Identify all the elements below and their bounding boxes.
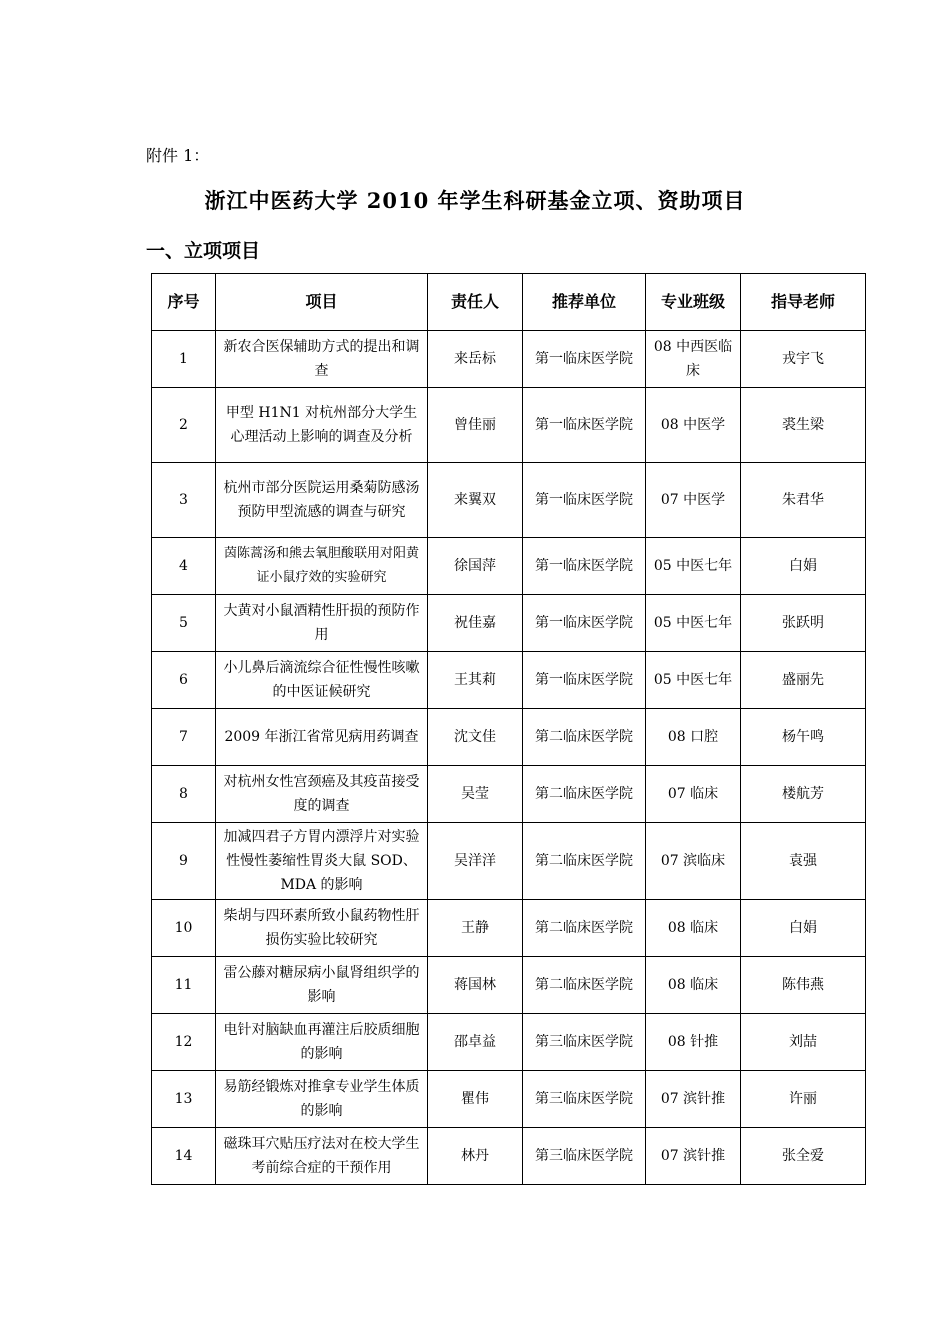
unit: 第二临床医学院 bbox=[523, 823, 646, 900]
header-project: 项目 bbox=[216, 274, 428, 331]
advisor: 张跃明 bbox=[741, 595, 866, 652]
class: 05 中医七年 bbox=[646, 652, 741, 709]
attachment-label: 附件 1： bbox=[146, 146, 210, 165]
unit: 第一临床医学院 bbox=[523, 652, 646, 709]
header-class: 专业班级 bbox=[646, 274, 741, 331]
unit: 第一临床医学院 bbox=[523, 463, 646, 538]
class: 07 中医学 bbox=[646, 463, 741, 538]
class: 08 中西医临床 bbox=[646, 331, 741, 388]
row-index: 7 bbox=[152, 709, 216, 766]
unit: 第二临床医学院 bbox=[523, 900, 646, 957]
table-row bbox=[152, 595, 866, 652]
unit: 第二临床医学院 bbox=[523, 709, 646, 766]
project-name: 易筋经锻炼对推拿专业学生体质的影响 bbox=[216, 1071, 428, 1128]
project-name: 雷公藤对糖尿病小鼠肾组织学的影响 bbox=[216, 957, 428, 1014]
table-row bbox=[152, 388, 866, 463]
header-index: 序号 bbox=[152, 274, 216, 331]
table-row bbox=[152, 463, 866, 538]
project-name: 杭州市部分医院运用桑菊防感汤预防甲型流感的调查与研究 bbox=[216, 463, 428, 538]
unit: 第二临床医学院 bbox=[523, 957, 646, 1014]
table-row bbox=[152, 652, 866, 709]
advisor: 朱君华 bbox=[741, 463, 866, 538]
project-name: 甲型 H1N1 对杭州部分大学生心理活动上影响的调查及分析 bbox=[216, 388, 428, 463]
table-row bbox=[152, 538, 866, 595]
project-name: 大黄对小鼠酒精性肝损的预防作用 bbox=[216, 595, 428, 652]
class: 07 滨临床 bbox=[646, 823, 741, 900]
class: 08 口腔 bbox=[646, 709, 741, 766]
header-advisor: 指导老师 bbox=[741, 274, 866, 331]
row-index: 6 bbox=[152, 652, 216, 709]
project-name: 电针对脑缺血再灌注后胶质细胞的影响 bbox=[216, 1014, 428, 1071]
row-index: 9 bbox=[152, 823, 216, 900]
project-name: 柴胡与四环素所致小鼠药物性肝损伤实验比较研究 bbox=[216, 900, 428, 957]
advisor: 张全爱 bbox=[741, 1128, 866, 1185]
advisor: 白娟 bbox=[741, 538, 866, 595]
project-name: 磁珠耳穴贴压疗法对在校大学生考前综合症的干预作用 bbox=[216, 1128, 428, 1185]
leader: 祝佳嘉 bbox=[428, 595, 523, 652]
table-header-row bbox=[152, 274, 866, 331]
advisor: 袁强 bbox=[741, 823, 866, 900]
project-name: 新农合医保辅助方式的提出和调查 bbox=[216, 331, 428, 388]
document-title: 浙江中医药大学 2010 年学生科研基金立项、资助项目 bbox=[204, 188, 746, 213]
table-row bbox=[152, 709, 866, 766]
row-index: 14 bbox=[152, 1128, 216, 1185]
section-heading: 一、立项项目 bbox=[146, 240, 261, 262]
unit: 第三临床医学院 bbox=[523, 1128, 646, 1185]
leader: 王其莉 bbox=[428, 652, 523, 709]
row-index: 2 bbox=[152, 388, 216, 463]
class: 08 临床 bbox=[646, 957, 741, 1014]
leader: 来翼双 bbox=[428, 463, 523, 538]
header-unit: 推荐单位 bbox=[523, 274, 646, 331]
advisor: 陈伟燕 bbox=[741, 957, 866, 1014]
class: 05 中医七年 bbox=[646, 595, 741, 652]
leader: 瞿伟 bbox=[428, 1071, 523, 1128]
project-name: 加减四君子方胃内漂浮片对实验性慢性萎缩性胃炎大鼠 SOD、MDA 的影响 bbox=[216, 823, 428, 900]
unit: 第三临床医学院 bbox=[523, 1071, 646, 1128]
project-name: 小儿鼻后滴流综合征性慢性咳嗽的中医证候研究 bbox=[216, 652, 428, 709]
class: 07 滨针推 bbox=[646, 1071, 741, 1128]
advisor: 刘喆 bbox=[741, 1014, 866, 1071]
row-index: 5 bbox=[152, 595, 216, 652]
advisor: 戎宇飞 bbox=[741, 331, 866, 388]
class: 08 中医学 bbox=[646, 388, 741, 463]
leader: 邵卓益 bbox=[428, 1014, 523, 1071]
advisor: 裘生梁 bbox=[741, 388, 866, 463]
advisor: 杨午鸣 bbox=[741, 709, 866, 766]
row-index: 1 bbox=[152, 331, 216, 388]
leader: 吴洋洋 bbox=[428, 823, 523, 900]
leader: 王静 bbox=[428, 900, 523, 957]
unit: 第二临床医学院 bbox=[523, 766, 646, 823]
leader: 来岳标 bbox=[428, 331, 523, 388]
leader: 吴莹 bbox=[428, 766, 523, 823]
row-index: 8 bbox=[152, 766, 216, 823]
unit: 第一临床医学院 bbox=[523, 595, 646, 652]
class: 07 临床 bbox=[646, 766, 741, 823]
leader: 林丹 bbox=[428, 1128, 523, 1185]
table-row bbox=[152, 766, 866, 823]
unit: 第三临床医学院 bbox=[523, 1014, 646, 1071]
row-index: 3 bbox=[152, 463, 216, 538]
table-row bbox=[152, 331, 866, 388]
projects-table bbox=[151, 273, 866, 1185]
row-index: 10 bbox=[152, 900, 216, 957]
advisor: 许丽 bbox=[741, 1071, 866, 1128]
leader: 徐国萍 bbox=[428, 538, 523, 595]
advisor: 楼航芳 bbox=[741, 766, 866, 823]
leader: 沈文佳 bbox=[428, 709, 523, 766]
advisor: 白娟 bbox=[741, 900, 866, 957]
row-index: 12 bbox=[152, 1014, 216, 1071]
row-index: 4 bbox=[152, 538, 216, 595]
class: 07 滨针推 bbox=[646, 1128, 741, 1185]
project-name: 对杭州女性宫颈癌及其疫苗接受度的调查 bbox=[216, 766, 428, 823]
table-row bbox=[152, 1128, 866, 1185]
class: 08 针推 bbox=[646, 1014, 741, 1071]
unit: 第一临床医学院 bbox=[523, 388, 646, 463]
unit: 第一临床医学院 bbox=[523, 331, 646, 388]
table-row bbox=[152, 1071, 866, 1128]
table-row bbox=[152, 1014, 866, 1071]
leader: 曾佳丽 bbox=[428, 388, 523, 463]
row-index: 11 bbox=[152, 957, 216, 1014]
unit: 第一临床医学院 bbox=[523, 538, 646, 595]
class: 08 临床 bbox=[646, 900, 741, 957]
project-name: 2009 年浙江省常见病用药调查 bbox=[216, 709, 428, 766]
class: 05 中医七年 bbox=[646, 538, 741, 595]
table-row bbox=[152, 900, 866, 957]
table-row bbox=[152, 823, 866, 900]
header-leader: 责任人 bbox=[428, 274, 523, 331]
advisor: 盛丽先 bbox=[741, 652, 866, 709]
project-name: 茵陈蒿汤和熊去氧胆酸联用对阳黄证小鼠疗效的实验研究 bbox=[216, 538, 428, 595]
table-row bbox=[152, 957, 866, 1014]
leader: 蒋国林 bbox=[428, 957, 523, 1014]
row-index: 13 bbox=[152, 1071, 216, 1128]
